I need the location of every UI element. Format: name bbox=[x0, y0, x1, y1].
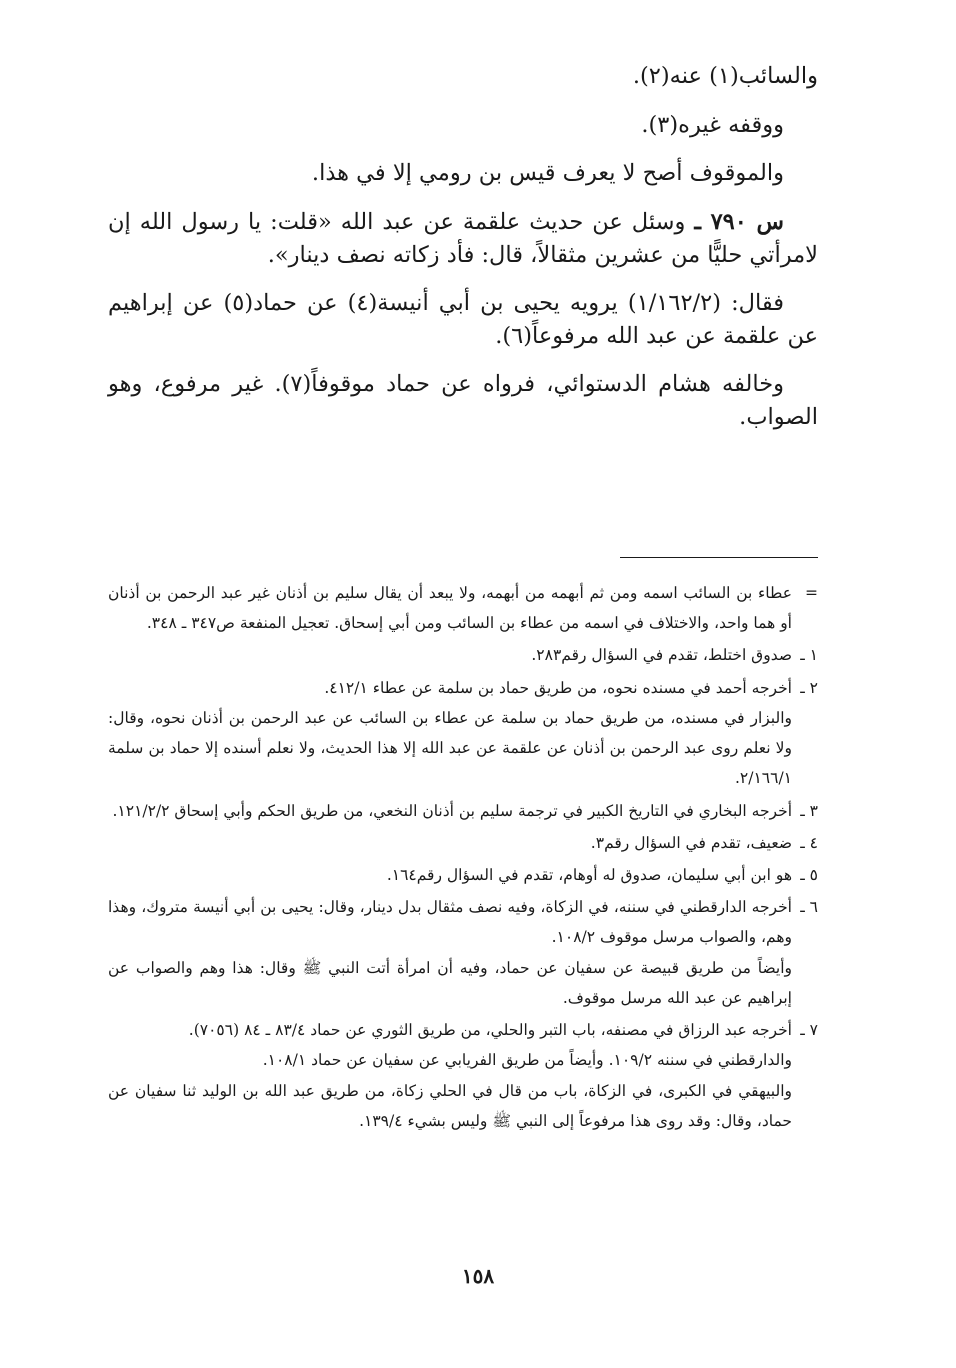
footnote-marker: ٦ ـ bbox=[800, 898, 818, 917]
footnote-area bbox=[108, 60, 818, 1260]
footnote-paragraph: عطاء بن السائب اسمه ومن ثم أبهمه من أبهمه، ولا يبعد أن يقال سليم بن أذنان غير عبد الرحمن بن أذنان أو هما واحد، والاختلاف في اسمه من عطاء بن السائب ومن أبي إسحاق. تعجيل المنفعة ص٣٤٧ ـ ٣٤٨. bbox=[108, 584, 792, 633]
paragraph-1: والسائب(١) عنه(٢). bbox=[632, 63, 818, 89]
footnote-marker: ٣ ـ bbox=[800, 801, 818, 820]
question-number: س ٧٩٠ ـ bbox=[694, 208, 784, 235]
paragraph-2: ووقفه غيره(٣). bbox=[641, 111, 784, 138]
paragraph-6: وخالفه هشام الدستوائي، فرواه عن حماد موقوفاً(٧). غير مرفوع، وهو الصواب. bbox=[108, 371, 818, 430]
footnote-item bbox=[108, 828, 818, 858]
footnote-item bbox=[108, 640, 818, 670]
footnote-item bbox=[108, 1015, 818, 1136]
footnote-item bbox=[108, 860, 818, 890]
footnote-paragraph: أخرجه الدارقطني في سننه، في الزكاة، وفيه نصف مثقال بدل دينار، وقال: يحيى بن أبي أنيسة متروك، وهذا وهم، والصواب مرسل موقوف ١٠٨/٢. bbox=[108, 898, 792, 947]
footnote-marker: ٢ ـ bbox=[800, 678, 818, 697]
footnote-paragraph: أخرجه البخاري في التاريخ الكبير في ترجمة سليم بن أذنان النخعي، من طريق الحكم وأبي إسحاق ١٢١/٢/٢. bbox=[112, 801, 792, 820]
footnote-text bbox=[108, 860, 792, 890]
footnote-marker: ١ ـ bbox=[800, 646, 818, 665]
footnote-text bbox=[108, 892, 792, 1013]
footnote-marker: ٥ ـ bbox=[800, 865, 818, 884]
footnote-text bbox=[108, 640, 792, 670]
footnote-marker: ٤ ـ bbox=[800, 833, 818, 852]
footnote-text bbox=[108, 828, 792, 858]
footnote-item bbox=[108, 578, 818, 638]
footnote-item bbox=[108, 796, 818, 826]
footnote-paragraph: هو ابن أبي سليمان، صدوق له أوهام، تقدم في السؤال رقم١٦٤. bbox=[386, 865, 792, 884]
footnote-paragraph: والبيهقي في الكبرى، في الزكاة، باب من قال في الحلي زكاة، من طريق عبد الله بن الوليد ثنا سفيان عن حماد، وقال: وقد روى هذا مرفوعاً إلى النبي ﷺ وليس بشيء ١٣٩/٤. bbox=[108, 1081, 792, 1130]
footnote-text bbox=[108, 796, 792, 826]
footnote-divider bbox=[620, 557, 818, 558]
footnote-text bbox=[108, 1015, 792, 1136]
paragraph-3: والموقوف أصح لا يعرف قيس بن رومي إلا في هذا. bbox=[311, 160, 784, 187]
footnotes bbox=[108, 578, 818, 1136]
footnote-paragraph: أخرجه أحمد في مسنده نحوه، من طريق حماد بن سلمة عن عطاء ٤١٢/١. bbox=[324, 678, 792, 697]
footnote-marker: ٧ ـ bbox=[800, 1021, 818, 1040]
footnote-marker: = bbox=[805, 584, 818, 602]
footnote-paragraph: صدوق اختلط، تقدم في السؤال رقم٢٨٣. bbox=[531, 646, 792, 665]
footnote-item bbox=[108, 892, 818, 1013]
footnote-item bbox=[108, 673, 818, 794]
footnote-paragraph: والدارقطني في سننه ١٠٩/٢. وأيضاً من طريق الفريابي عن سفيان عن حماد ١٠٨/١. bbox=[262, 1051, 792, 1070]
question-text: وسئل عن حديث علقمة عن عبد الله «قلت: يا رسول الله إن لامرأتي حليًّا من عشرين مثقالاً، قال: فأد زكاته نصف دينار». bbox=[108, 208, 818, 268]
page-number: ١٥٨ bbox=[461, 1264, 495, 1288]
footnote-text bbox=[108, 673, 792, 794]
paragraph-answer: فقال: (١/١٦٢/٢) يرويه يحيى بن أبي أنيسة(٤) عن حماد(٥) عن إبراهيم عن علقمة عن عبد الله مرفوعاً(٦). bbox=[108, 290, 818, 349]
footnote-paragraph: ضعيف، تقدم في السؤال رقم٣. bbox=[590, 833, 792, 852]
footnote-paragraph: أخرجه عبد الرزاق في مصنفه، باب التبر والحلي، من طريق الثوري عن حماد ٨٣/٤ ـ ٨٤ (٧٠٥٦). bbox=[188, 1021, 792, 1040]
footnote-paragraph: والبزار في مسنده، من طريق حماد بن سلمة عن عطاء بن السائب عن عبد الرحمن بن أذنان نحوه، وقال: ولا نعلم روى عبد الرحمن بن أذنان عن علقمة عن عبد الله إلا هذا الحديث، ولا نعلم أسنده إلا حماد بن سلمة ٢/١٦٦/١. bbox=[108, 708, 792, 788]
footnote-text bbox=[108, 578, 792, 638]
footnote-paragraph: وأيضاً من طريق قبيصة عن سفيان عن حماد، وفيه أن امرأة أتت النبي ﷺ وقال: هذا وهم والصواب عن إبراهيم عن عبد الله مرسل موقوف. bbox=[108, 958, 792, 1007]
